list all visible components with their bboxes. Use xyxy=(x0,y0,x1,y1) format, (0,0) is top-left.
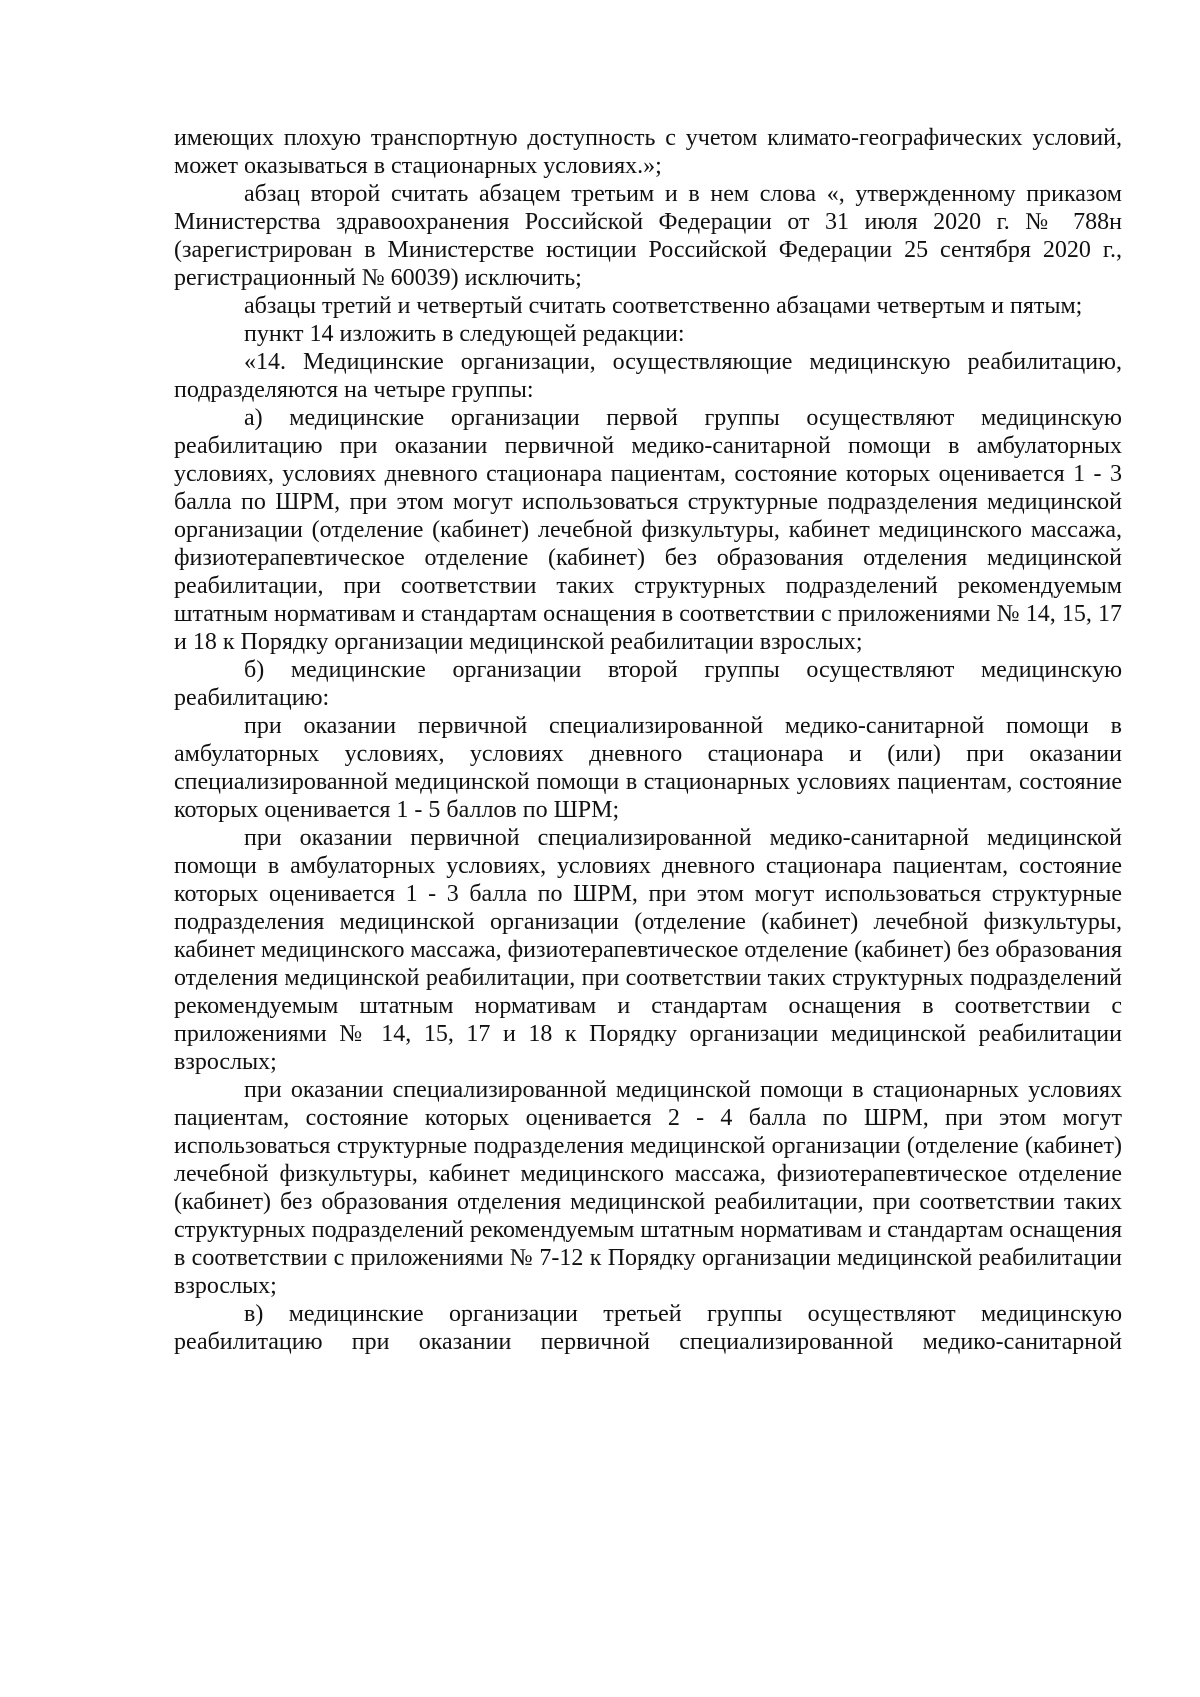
paragraph-abzacy-tretiy-chetvertyy: абзацы третий и четвертый считать соответственно абзацами четвертым и пятым; xyxy=(244,293,1083,319)
paragraph-group-b-item-3: при оказании специализированной медицинской помощи в стационарных условиях пациентам, состояние которых оценивается 2 - 4 балла по ШРМ, при этом могут использоваться структурные подразделения медицинской организации (отделение (кабинет) лечебной физкультуры, кабинет медицинского массажа, физиотерапевтическое отделение (кабинет) без образования отделения медицинской реабилитации, при соответствии таких структурных подразделений рекомендуемым штатным нормативам и стандартам оснащения в соответствии с приложениями № 7-12 к Порядку организации медицинской реабилитации взрослых; xyxy=(174,1077,1122,1299)
paragraph-group-b-item-2: при оказании первичной специализированной медико-санитарной медицинской помощи в амбулаторных условиях, условиях дневного стационара пациентам, состояние которых оценивается 1 - 3 балла по ШРМ, при этом могут использоваться структурные подразделения медицинской организации (отделение (кабинет) лечебной физкультуры, кабинет медицинского массажа, физиотерапевтическое отделение (кабинет) без образования отделения медицинской реабилитации, при соответствии таких структурных подразделений рекомендуемым штатным нормативам и стандартам оснащения в соответствии с приложениями № 14, 15, 17 и 18 к Порядку организации медицинской реабилитации взрослых; xyxy=(174,825,1122,1075)
paragraph-continuation: имеющих плохую транспортную доступность с учетом климато-географических условий, может оказываться в стационарных условиях.»; xyxy=(174,125,1122,179)
paragraph-group-a: а) медицинские организации первой группы осуществляют медицинскую реабилитацию при оказании первичной медико-санитарной помощи в амбулаторных условиях, условиях дневного стационара пациентам, состояние которых оценивается 1 - 3 балла по ШРМ, при этом могут использоваться структурные подразделения медицинской организации (отделение (кабинет) лечебной физкультуры, кабинет медицинского массажа, физиотерапевтическое отделение (кабинет) без образования отделения медицинской реабилитации, при соответствии таких структурных подразделений рекомендуемым штатным нормативам и стандартам оснащения в соответствии с приложениями № 14, 15, 17 и 18 к Порядку организации медицинской реабилитации взрослых; xyxy=(174,405,1122,655)
paragraph-14-intro: «14. Медицинские организации, осуществляющие медицинскую реабилитацию, подразделяются на четыре группы: xyxy=(174,349,1122,403)
paragraph-abzac-vtoroy: абзац второй считать абзацем третьим и в нем слова «, утвержденному приказом Министерства здравоохранения Российской Федерации от 31 июля 2020 г. № 788н (зарегистрирован в Министерстве юстиции Российской Федерации 25 сентября 2020 г., регистрационный № 60039) исключить; xyxy=(174,181,1122,291)
paragraph-group-b: б) медицинские организации второй группы осуществляют медицинскую реабилитацию: xyxy=(174,657,1122,711)
paragraph-group-v: в) медицинские организации третьей группы осуществляют медицинскую реабилитацию при оказании первичной специализированной медико-санитарной xyxy=(174,1301,1122,1355)
document-page xyxy=(174,124,1122,1356)
paragraph-group-b-item-1: при оказании первичной специализированной медико-санитарной помощи в амбулаторных условиях, условиях дневного стационара и (или) при оказании специализированной медицинской помощи в стационарных условиях пациентам, состояние которых оценивается 1 - 5 баллов по ШРМ; xyxy=(174,713,1122,823)
paragraph-punkt-14: пункт 14 изложить в следующей редакции: xyxy=(244,321,685,347)
